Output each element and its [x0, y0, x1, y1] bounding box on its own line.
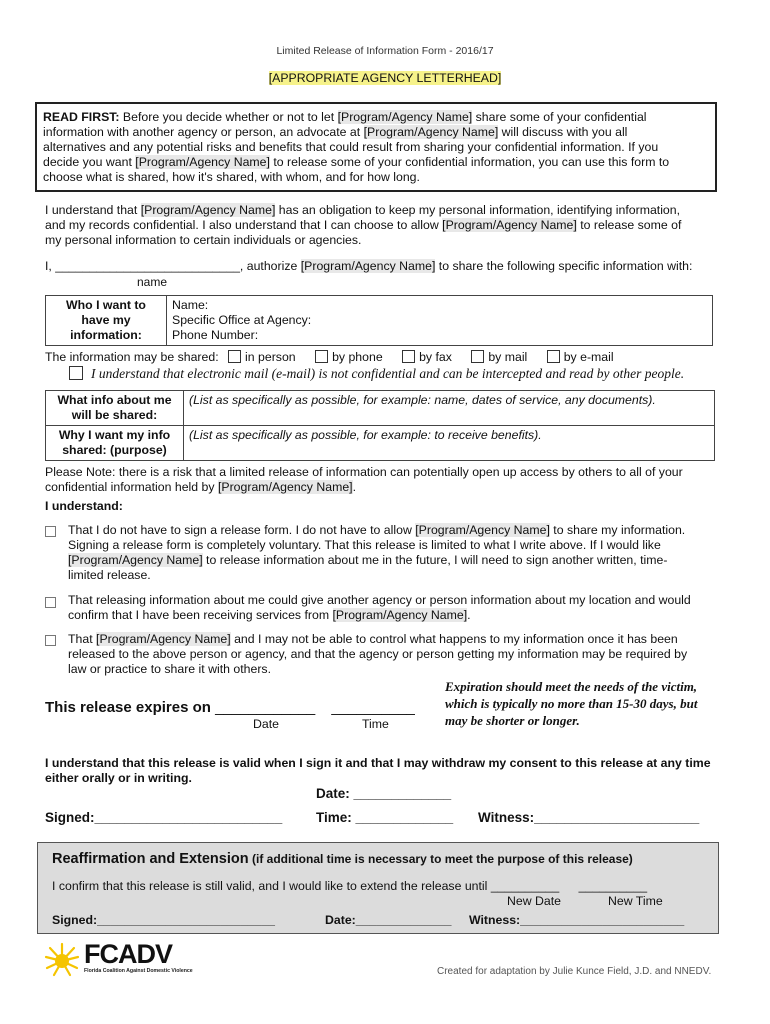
- reaffirmation-confirm-row: I confirm that this release is still valid, and I would like to extend the release until __________ __________: [52, 879, 648, 893]
- bullet-box-3: [45, 634, 56, 648]
- expire-time-caption: Time: [362, 717, 389, 731]
- date-row: Date: _____________: [316, 786, 452, 801]
- sun-icon: [44, 941, 84, 977]
- read-first-line-3: alternatives and any potential risks and benefits that could result from sharing your confidential information. If you: [43, 140, 659, 154]
- expire-time-blank[interactable]: __________: [331, 699, 415, 716]
- witness-row: Witness:______________________: [478, 810, 700, 825]
- recipient-fields: [167, 296, 713, 346]
- obligation-paragraph: I understand that [Program/Agency Name] has an obligation to keep my personal information, identifying information, and my records confidential. I also understand that I can choose to allow [Program/Agency Name] to release some of my personal information to certain individuals or agencies.: [45, 203, 682, 247]
- read-first-box: [35, 102, 717, 192]
- recipient-office-field[interactable]: Specific Office at Agency:: [172, 313, 312, 327]
- new-time-blank[interactable]: __________: [578, 879, 648, 893]
- reaffirm-signed-blank[interactable]: __________________________: [97, 913, 275, 927]
- reaffirm-date-row: Date:______________: [325, 913, 452, 927]
- reaffirmation-box: [37, 842, 719, 934]
- risk-note: Please Note: there is a risk that a limited release of information can potentially open up access by others to all of your confidential information held by [Program/Agency Name].: [45, 465, 683, 494]
- new-date-blank[interactable]: __________: [490, 879, 560, 893]
- name-caption: name: [137, 275, 168, 289]
- what-info-field[interactable]: (List as specifically as possible, for example: name, dates of service, any documents).: [184, 391, 715, 426]
- email-notice-row: [69, 366, 729, 382]
- credit-line: Created for adaptation by Julie Kunce Field, J.D. and NNEDV.: [437, 966, 712, 977]
- reaffirm-signed-row: Signed:__________________________: [52, 913, 275, 927]
- new-time-caption: New Time: [608, 894, 663, 908]
- i-understand-heading: I understand:: [45, 499, 123, 513]
- form-title: Limited Release of Information Form - 2016/17: [276, 45, 494, 57]
- read-first-line-4: decide you want [Program/Agency Name] to release some of your confidential information, you can use this form to: [43, 155, 670, 169]
- fcadv-logo: [44, 941, 244, 981]
- new-date-caption: New Date: [507, 894, 561, 908]
- validity-statement: I understand that this release is valid when I sign it and that I may withdraw my consent to this release at any time either orally or in writing.: [45, 756, 711, 785]
- bullet-1: That I do not have to sign a release form. I do not have to allow [Program/Agency Name] to share my information. Signing a release form is completely voluntary. That this release is limited to what I write above. If I would like [Program/Agency Name] to release information about me in the future, I will need to sign another written, time- limited release.: [68, 523, 686, 582]
- checkbox-email-notice[interactable]: [69, 366, 83, 380]
- reaffirmation-title-row: [52, 851, 712, 867]
- option-by-fax[interactable]: by fax: [402, 350, 452, 364]
- logo-subtitle: Florida Coalition Against Domestic Violence: [84, 968, 193, 974]
- bullet-2: That releasing information about me could give another agency or person information about my location and would confirm that I have been receiving services from [Program/Agency Name].: [68, 593, 691, 622]
- signed-blank[interactable]: _________________________: [94, 810, 283, 825]
- what-info-label: What info about me will be shared:: [46, 391, 184, 426]
- authorize-line: I, ___________________________, authorize [Program/Agency Name] to share the following specific information with:: [45, 259, 693, 273]
- option-by-email[interactable]: by e-mail: [547, 350, 614, 364]
- checkbox-by-phone[interactable]: [315, 350, 328, 363]
- share-method-row: The information may be shared: in person by phone by fax by mail by e-mail: [45, 350, 614, 364]
- recipient-phone-field[interactable]: Phone Number:: [172, 328, 259, 342]
- logo-wordmark: FCADV: [84, 939, 172, 969]
- checkbox-in-person[interactable]: [228, 350, 241, 363]
- bullet-box-1: [45, 525, 56, 539]
- read-first-line-5: choose what is shared, how it's shared, with whom, and for how long.: [43, 170, 420, 184]
- name-blank[interactable]: ___________________________: [55, 259, 240, 273]
- checkbox-by-fax[interactable]: [402, 350, 415, 363]
- time-row: Time: _____________: [316, 810, 454, 825]
- checkbox-by-email[interactable]: [547, 350, 560, 363]
- recipient-name-field[interactable]: Name:: [172, 298, 209, 312]
- why-info-field[interactable]: (List as specifically as possible, for example: to receive benefits).: [184, 426, 715, 461]
- read-first-line-1: READ FIRST: Before you decide whether or not to let [Program/Agency Name] share some of your confidential: [43, 110, 647, 124]
- witness-blank[interactable]: ______________________: [534, 810, 700, 825]
- why-info-label: Why I want my info shared: (purpose): [46, 426, 184, 461]
- bullet-box-2: [45, 596, 56, 610]
- reaffirm-witness-row: Witness:________________________: [469, 913, 685, 927]
- expires-row: This release expires on ____________ __________: [45, 699, 415, 716]
- checkbox-by-mail[interactable]: [471, 350, 484, 363]
- option-by-mail[interactable]: by mail: [471, 350, 527, 364]
- reaffirmation-title: Reaffirmation and Extension: [52, 851, 249, 867]
- reaffirm-witness-blank[interactable]: ________________________: [520, 913, 685, 927]
- signed-row: Signed:_________________________: [45, 810, 283, 825]
- email-notice-text: I understand that electronic mail (e-mail) is not confidential and can be intercepted and read by other people.: [91, 366, 685, 381]
- recipient-label: Who I want to have my information:: [46, 296, 167, 346]
- expire-date-caption: Date: [253, 717, 279, 731]
- reaffirm-date-blank[interactable]: ______________: [355, 913, 452, 927]
- date-blank[interactable]: _____________: [353, 786, 452, 801]
- option-in-person[interactable]: in person: [228, 350, 296, 364]
- reaffirmation-note: (if additional time is necessary to meet the purpose of this release): [252, 852, 633, 866]
- expire-date-blank[interactable]: ____________: [215, 699, 316, 716]
- letterhead-placeholder: [APPROPRIATE AGENCY LETTERHEAD]: [268, 71, 502, 85]
- expiration-note: Expiration should meet the needs of the victim, which is typically no more than 15-30 days, but may be shorter or longer.: [445, 679, 698, 728]
- read-first-line-2: information with another agency or person, an advocate at [Program/Agency Name] will discuss with you all: [43, 125, 628, 139]
- recipient-table: [45, 295, 713, 346]
- option-by-phone[interactable]: by phone: [315, 350, 383, 364]
- info-table: [45, 390, 715, 461]
- time-blank[interactable]: _____________: [355, 810, 454, 825]
- bullet-3: That [Program/Agency Name] and I may not be able to control what happens to my information once it has been released to the above person or agency, and that the agency or person getting my information may be required by law or practice to share it with others.: [68, 632, 688, 676]
